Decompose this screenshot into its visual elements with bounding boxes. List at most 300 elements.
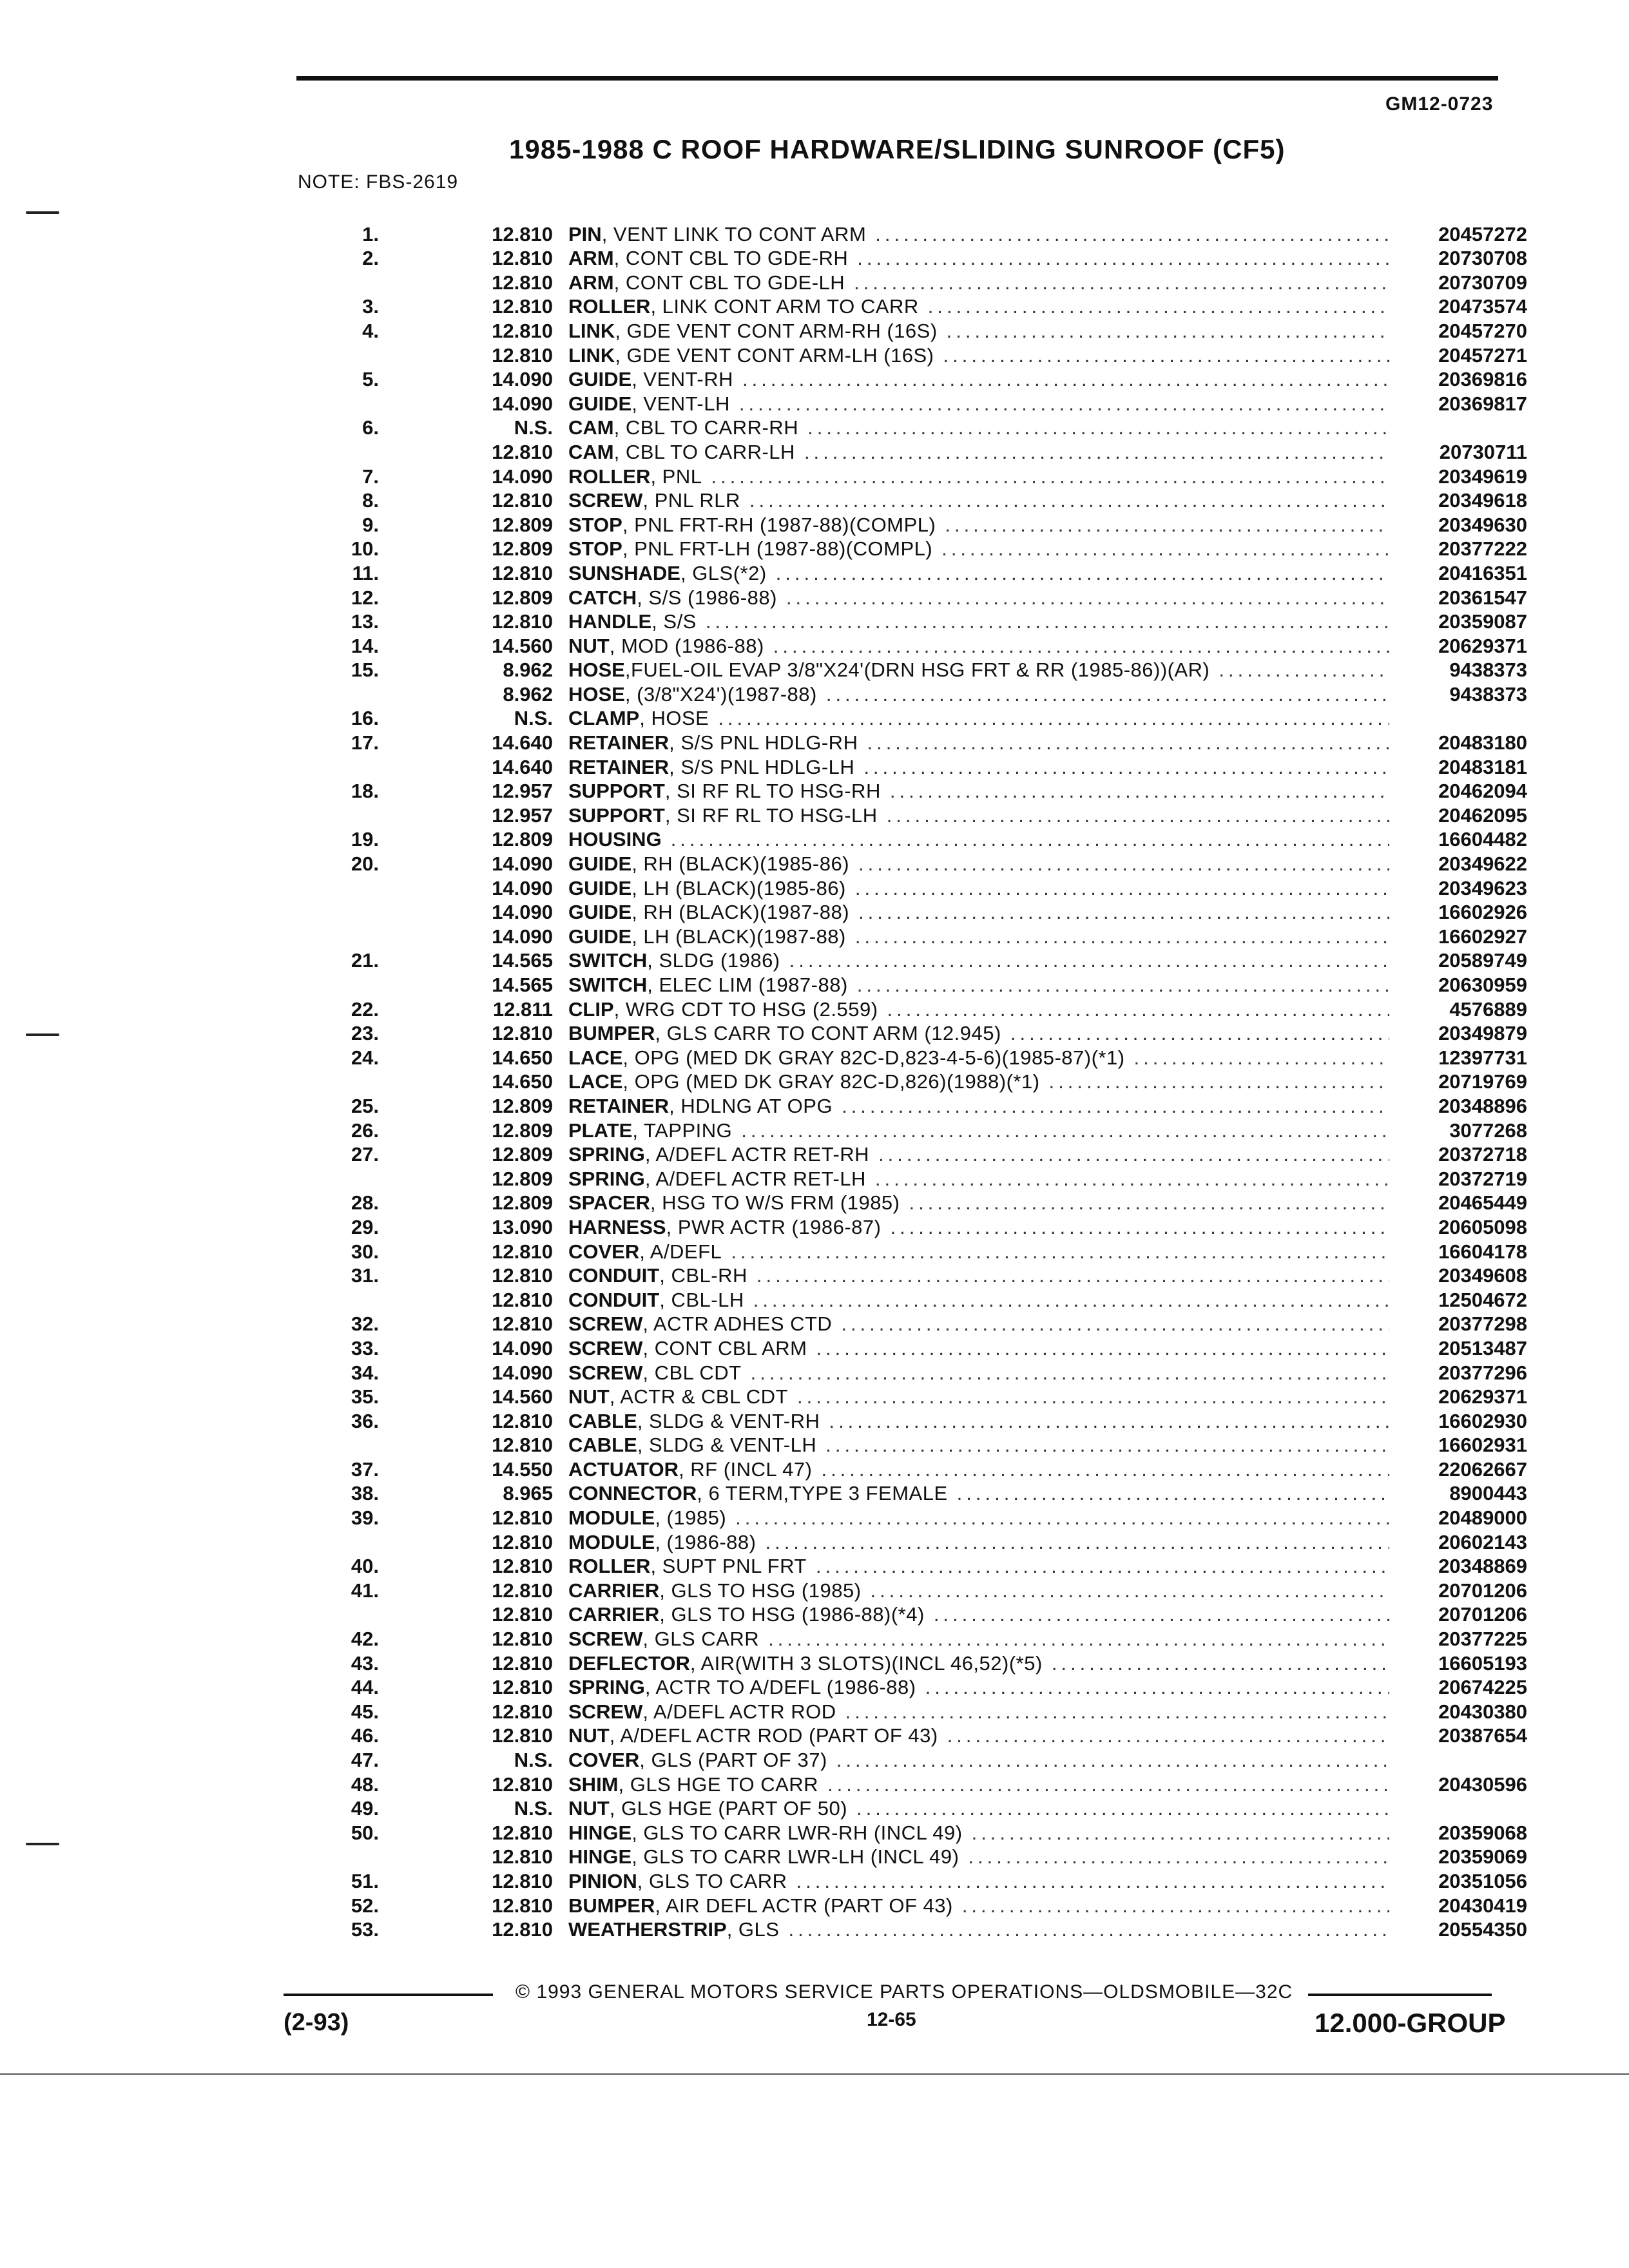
parts-row	[322, 1651, 1527, 1675]
item-number: 40.	[351, 1555, 379, 1578]
leader-dots	[856, 1797, 1389, 1820]
part-name: COVER	[568, 1240, 640, 1263]
description	[568, 489, 1398, 512]
parts-row	[322, 1336, 1527, 1360]
leader-dots	[821, 1458, 1389, 1481]
leader-dots	[739, 392, 1389, 416]
group-number: 12.811	[492, 997, 553, 1021]
leader-dots	[836, 1749, 1389, 1772]
part-description: , SLDG & VENT-LH	[637, 1434, 817, 1457]
description	[568, 1434, 1398, 1457]
item-number: 52.	[351, 1894, 379, 1917]
leader-dots	[788, 1918, 1389, 1941]
leader-dots	[751, 1361, 1389, 1385]
part-number: 20349623	[1438, 876, 1527, 899]
part-name: SPACER	[568, 1191, 650, 1215]
description	[568, 1143, 1398, 1166]
item-number: 3.	[362, 295, 379, 318]
part-description: , HOSE	[639, 707, 709, 730]
parts-row	[322, 561, 1527, 585]
group-number: 12.810	[492, 440, 553, 463]
item-number: 45.	[351, 1700, 379, 1723]
parts-row	[322, 1433, 1527, 1457]
part-description: , ACTR & CBL CDT	[609, 1385, 789, 1408]
part-number: 20457272	[1438, 222, 1527, 245]
leader-dots	[887, 804, 1389, 827]
group-number: 14.560	[492, 634, 553, 657]
part-number: 20465449	[1438, 1191, 1527, 1215]
group-number: 8.965	[503, 1482, 553, 1505]
part-number: 20377222	[1438, 537, 1527, 561]
description	[568, 537, 1398, 561]
part-name: HOSE	[568, 682, 625, 706]
part-number: 20629371	[1438, 1385, 1527, 1408]
part-name: GUIDE	[568, 876, 632, 899]
group-number: 14.090	[492, 465, 553, 488]
group-number: 12.810	[492, 1894, 553, 1917]
description	[568, 1289, 1398, 1312]
part-name: SCREW	[568, 1628, 643, 1651]
description	[568, 1821, 1398, 1845]
leader-dots	[773, 635, 1389, 658]
part-description: , MOD (1986-88)	[609, 634, 764, 657]
part-number: 20430380	[1438, 1700, 1527, 1723]
part-name: GUIDE	[568, 901, 632, 924]
parts-row	[322, 318, 1527, 343]
item-number: 41.	[351, 1579, 379, 1602]
parts-row	[322, 1724, 1527, 1748]
part-description: , GLS HGE TO CARR	[618, 1773, 819, 1796]
leader-dots	[757, 1264, 1389, 1287]
part-name: HOUSING	[568, 828, 662, 851]
group-number: 14.650	[492, 1046, 553, 1069]
leader-dots	[1049, 1070, 1389, 1093]
description	[568, 1870, 1398, 1893]
item-number: 51.	[351, 1869, 379, 1892]
description	[568, 1119, 1398, 1142]
part-description: , S/S	[651, 610, 697, 633]
item-number: 11.	[352, 561, 379, 584]
part-description: , CBL TO CARR-RH	[613, 416, 799, 439]
description	[568, 514, 1398, 537]
parts-row	[322, 1820, 1527, 1845]
part-name: BUMPER	[568, 1894, 655, 1917]
parts-row	[322, 416, 1527, 440]
parts-row	[322, 1021, 1527, 1046]
part-name: GUIDE	[568, 368, 632, 391]
part-name: COVER	[568, 1749, 640, 1771]
item-number: 46.	[351, 1724, 379, 1747]
item-number: 24.	[351, 1046, 379, 1069]
part-name: CAM	[568, 440, 614, 463]
part-name: SCREW	[568, 1336, 643, 1360]
part-description: , ACTR ADHES CTD	[642, 1312, 833, 1336]
item-number: 26.	[351, 1119, 379, 1142]
part-description: , ELEC LIM (1987-88)	[647, 974, 848, 996]
description	[568, 1531, 1398, 1554]
parts-row	[322, 1264, 1527, 1288]
part-name: SPRING	[568, 1143, 645, 1166]
part-name: DEFLECTOR	[568, 1651, 690, 1675]
description	[568, 1095, 1398, 1118]
description	[568, 223, 1398, 246]
part-name: SPRING	[568, 1167, 645, 1190]
parts-row	[322, 343, 1527, 367]
group-number: 14.090	[492, 1336, 553, 1360]
leader-dots	[735, 1506, 1389, 1530]
item-number: 35.	[351, 1385, 379, 1408]
part-number: 20730708	[1438, 247, 1527, 270]
part-number: 20349618	[1438, 489, 1527, 512]
item-number: 5.	[362, 368, 379, 391]
description	[568, 780, 1398, 803]
part-description: , PNL FRT-LH (1987-88)(COMPL)	[622, 537, 933, 561]
part-number: 20457270	[1438, 319, 1527, 342]
part-number: 12397731	[1438, 1046, 1527, 1069]
leader-dots	[731, 1240, 1389, 1264]
description	[568, 1022, 1398, 1045]
part-description: , WRG CDT TO HSG (2.559)	[613, 997, 878, 1021]
item-number: 17.	[351, 731, 379, 754]
description	[568, 1603, 1398, 1626]
description	[568, 756, 1398, 779]
part-name: NUT	[568, 634, 610, 657]
part-name: SPRING	[568, 1676, 645, 1699]
part-description: , GLS	[726, 1918, 780, 1941]
item-number: 7.	[362, 465, 379, 488]
leader-dots	[855, 877, 1389, 900]
parts-row	[322, 948, 1527, 973]
part-description: , VENT-RH	[631, 368, 733, 391]
item-number: 22.	[351, 997, 379, 1021]
group-number: 12.810	[492, 1288, 553, 1311]
part-name: LINK	[568, 343, 615, 367]
description	[568, 416, 1398, 439]
group-number: 14.640	[492, 731, 553, 754]
item-number: 44.	[351, 1676, 379, 1699]
description	[568, 1216, 1398, 1239]
part-name: CONDUIT	[568, 1264, 660, 1287]
description	[568, 344, 1398, 367]
part-number: 20359087	[1438, 610, 1527, 633]
description	[568, 1676, 1398, 1699]
leader-dots	[857, 247, 1389, 270]
leader-dots	[797, 1385, 1389, 1408]
group-number: 12.957	[492, 803, 553, 827]
description	[568, 1894, 1398, 1917]
leader-dots	[749, 489, 1389, 512]
item-number: 18.	[351, 780, 379, 803]
group-number: 12.809	[492, 1167, 553, 1190]
leader-dots	[816, 1555, 1389, 1578]
leader-dots	[827, 1773, 1389, 1796]
part-number: 20416351	[1438, 561, 1527, 584]
group-number: 12.810	[492, 1434, 553, 1457]
description	[568, 1046, 1398, 1070]
leader-dots	[742, 368, 1389, 391]
parts-row	[322, 1675, 1527, 1700]
part-name: HINGE	[568, 1821, 632, 1844]
footer-rule-right	[1308, 1994, 1492, 1996]
leader-dots	[972, 1821, 1389, 1845]
description	[568, 1191, 1398, 1215]
leader-dots	[871, 1579, 1389, 1602]
part-name: CONNECTOR	[568, 1482, 697, 1505]
leader-dots	[841, 1312, 1389, 1336]
group-number: 12.810	[492, 1409, 553, 1432]
group-number: 12.957	[492, 780, 553, 803]
parts-row	[322, 512, 1527, 537]
part-name: LACE	[568, 1070, 623, 1093]
part-number: 20377225	[1438, 1628, 1527, 1651]
description	[568, 1749, 1398, 1772]
leader-dots	[957, 1482, 1389, 1505]
part-description: , GLS CARR TO CONT ARM (12.945)	[655, 1022, 1001, 1045]
part-description: , RH (BLACK)(1985-86)	[631, 852, 850, 876]
parts-row	[322, 1070, 1527, 1094]
leader-dots	[890, 1216, 1389, 1239]
description	[568, 877, 1398, 900]
part-name: PLATE	[568, 1119, 633, 1142]
description	[568, 658, 1398, 682]
parts-row	[322, 1554, 1527, 1579]
item-number: 32.	[351, 1312, 379, 1336]
group-number: 12.810	[492, 1676, 553, 1699]
parts-row	[322, 900, 1527, 925]
leader-dots	[863, 756, 1389, 779]
item-number: 15.	[351, 658, 379, 682]
part-description: , VENT-LH	[631, 392, 730, 415]
group-number: 12.810	[492, 1628, 553, 1651]
part-description: , GLS HGE (PART OF 50)	[609, 1797, 848, 1820]
part-number: 20473574	[1438, 295, 1527, 318]
item-number: 8.	[362, 489, 379, 512]
part-name: SUPPORT	[568, 803, 665, 827]
leader-dots	[875, 1168, 1389, 1191]
description	[568, 901, 1398, 924]
leader-dots	[845, 1700, 1389, 1724]
part-description: , HSG TO W/S FRM (1985)	[650, 1191, 900, 1215]
parts-row	[322, 924, 1527, 948]
parts-row	[322, 1917, 1527, 1942]
part-description: , GLS (PART OF 37)	[639, 1749, 827, 1771]
part-description: , GLS TO HSG (1985)	[659, 1579, 862, 1602]
item-number: 50.	[351, 1821, 379, 1844]
group-number: 12.809	[492, 513, 553, 536]
group-number: 12.809	[492, 1143, 553, 1166]
part-name: SCREW	[568, 489, 643, 512]
group-number: 12.810	[492, 1264, 553, 1287]
group-number: 12.810	[492, 343, 553, 367]
leader-dots	[807, 416, 1389, 439]
parts-row	[322, 1481, 1527, 1506]
item-number: 16.	[351, 707, 379, 730]
group-number: 8.962	[503, 658, 553, 682]
part-number: 20489000	[1438, 1506, 1527, 1530]
part-number: 20348896	[1438, 1094, 1527, 1117]
parts-row	[322, 851, 1527, 876]
part-description: , GLS TO HSG (1986-88)(*4)	[659, 1603, 925, 1626]
description	[568, 731, 1398, 754]
leader-dots	[753, 1289, 1389, 1312]
parts-row	[322, 1191, 1527, 1215]
part-name: SCREW	[568, 1700, 643, 1723]
part-number: 16605193	[1438, 1651, 1527, 1675]
part-number: 20457271	[1438, 343, 1527, 367]
part-name: ROLLER	[568, 465, 651, 488]
item-number: 27.	[351, 1143, 379, 1166]
parts-row	[322, 1699, 1527, 1724]
parts-row	[322, 1360, 1527, 1385]
parts-row	[322, 1893, 1527, 1917]
part-number: 12504672	[1438, 1288, 1527, 1311]
description	[568, 1724, 1398, 1747]
leader-dots	[789, 949, 1389, 972]
description	[568, 1482, 1398, 1505]
leader-dots	[867, 731, 1389, 754]
leader-dots	[947, 320, 1389, 343]
leader-dots	[826, 683, 1389, 706]
part-name: CONDUIT	[568, 1288, 660, 1311]
leader-dots	[796, 1870, 1389, 1893]
part-number: 20369816	[1438, 368, 1527, 391]
part-number: 20483180	[1438, 731, 1527, 754]
description	[568, 562, 1398, 585]
parts-row	[322, 972, 1527, 997]
part-name: HOSE	[568, 658, 625, 682]
part-name: MODULE	[568, 1506, 655, 1530]
group-number: 12.810	[492, 247, 553, 270]
part-description: , GLS CARR	[642, 1628, 760, 1651]
item-number: 42.	[351, 1628, 379, 1651]
part-number: 20348869	[1438, 1555, 1527, 1578]
part-number: 16602931	[1438, 1434, 1527, 1457]
leader-dots	[842, 1095, 1389, 1118]
description	[568, 247, 1398, 270]
part-number: 22062667	[1438, 1457, 1527, 1481]
item-number: 29.	[351, 1215, 379, 1238]
footer-rule-left	[284, 1994, 493, 1996]
part-number: 20630959	[1438, 974, 1527, 996]
description	[568, 1918, 1398, 1941]
part-description: , PWR ACTR (1986-87)	[666, 1215, 882, 1238]
item-number: 43.	[351, 1651, 379, 1675]
part-description: , LH (BLACK)(1987-88)	[631, 925, 846, 948]
part-description: , S/S PNL HDLG-LH	[669, 755, 855, 778]
description	[568, 1168, 1398, 1191]
parts-row	[322, 294, 1527, 319]
parts-list	[322, 222, 1527, 1941]
parts-row	[322, 876, 1527, 900]
description	[568, 1579, 1398, 1602]
leader-dots	[741, 1119, 1389, 1142]
part-number: 16604178	[1438, 1240, 1527, 1263]
part-description: , A/DEFL ACTR RET-LH	[644, 1167, 866, 1190]
document-id: GM12-0723	[1385, 93, 1494, 115]
parts-row	[322, 1457, 1527, 1481]
group-number: 14.090	[492, 876, 553, 899]
parts-row	[322, 1093, 1527, 1118]
part-description: , SUPT PNL FRT	[650, 1555, 807, 1578]
part-name: GUIDE	[568, 925, 632, 948]
part-number: 20361547	[1438, 586, 1527, 609]
group-number: 12.809	[492, 1094, 553, 1117]
description	[568, 974, 1398, 997]
punch-mark	[26, 1033, 59, 1036]
item-number: 28.	[351, 1191, 379, 1215]
part-name: ARM	[568, 247, 614, 270]
leader-dots	[909, 1191, 1390, 1215]
item-number: 49.	[351, 1797, 379, 1820]
leader-dots	[947, 1724, 1389, 1747]
group-number: N.S.	[514, 416, 553, 439]
item-number: 36.	[351, 1409, 379, 1432]
item-number: 10.	[351, 537, 379, 561]
part-name: CATCH	[568, 586, 637, 609]
part-description: , GLS TO CARR	[637, 1869, 787, 1892]
part-description: , GDE VENT CONT ARM-RH (16S)	[615, 319, 938, 342]
parts-row	[322, 1602, 1527, 1627]
leader-dots	[890, 780, 1389, 803]
parts-row	[322, 585, 1527, 610]
part-number: 4576889	[1449, 997, 1527, 1021]
parts-row	[322, 1626, 1527, 1651]
group-number: 14.565	[492, 949, 553, 972]
revision-date: (2-93)	[284, 2009, 349, 2036]
part-name: CARRIER	[568, 1579, 660, 1602]
item-number: 9.	[362, 513, 379, 536]
part-description: , CBL CDT	[642, 1361, 742, 1384]
part-number: 20349619	[1438, 465, 1527, 488]
group-number: 14.090	[492, 1361, 553, 1384]
page-title: 1985-1988 C ROOF HARDWARE/SLIDING SUNROOF (CF5)	[509, 134, 1286, 164]
part-name: SHIM	[568, 1773, 619, 1796]
part-number: 20359068	[1438, 1821, 1527, 1844]
part-number: 20387654	[1438, 1724, 1527, 1747]
leader-dots	[804, 441, 1389, 464]
part-description: , SI RF RL TO HSG-RH	[664, 780, 881, 803]
part-description: , AIR DEFL ACTR (PART OF 43)	[655, 1894, 953, 1917]
item-number: 38.	[351, 1482, 379, 1505]
item-number: 30.	[351, 1240, 379, 1263]
description	[568, 320, 1398, 343]
group-number: N.S.	[514, 1797, 553, 1820]
group-number: N.S.	[514, 1749, 553, 1771]
leader-dots	[706, 610, 1389, 633]
part-description: , A/DEFL ACTR RET-RH	[644, 1143, 870, 1166]
part-name: SUNSHADE	[568, 561, 680, 584]
description	[568, 1458, 1398, 1481]
parts-row	[322, 803, 1527, 827]
description	[568, 1652, 1398, 1675]
group-number: 12.810	[492, 561, 553, 584]
part-name: NUT	[568, 1724, 610, 1747]
part-number: 20372718	[1438, 1143, 1527, 1166]
group-number: 14.090	[492, 852, 553, 876]
bottom-rule	[0, 2073, 1629, 2075]
description	[568, 1240, 1398, 1264]
leader-dots	[875, 223, 1389, 246]
parts-row	[322, 1845, 1527, 1869]
part-number: 20430419	[1438, 1894, 1527, 1917]
leader-dots	[925, 1676, 1389, 1699]
part-description: , (1986-88)	[655, 1530, 757, 1553]
description	[568, 1773, 1398, 1796]
group-number: 12.810	[492, 222, 553, 245]
group-number: 12.810	[492, 319, 553, 342]
group-number: 14.090	[492, 925, 553, 948]
part-name: RETAINER	[568, 1094, 670, 1117]
